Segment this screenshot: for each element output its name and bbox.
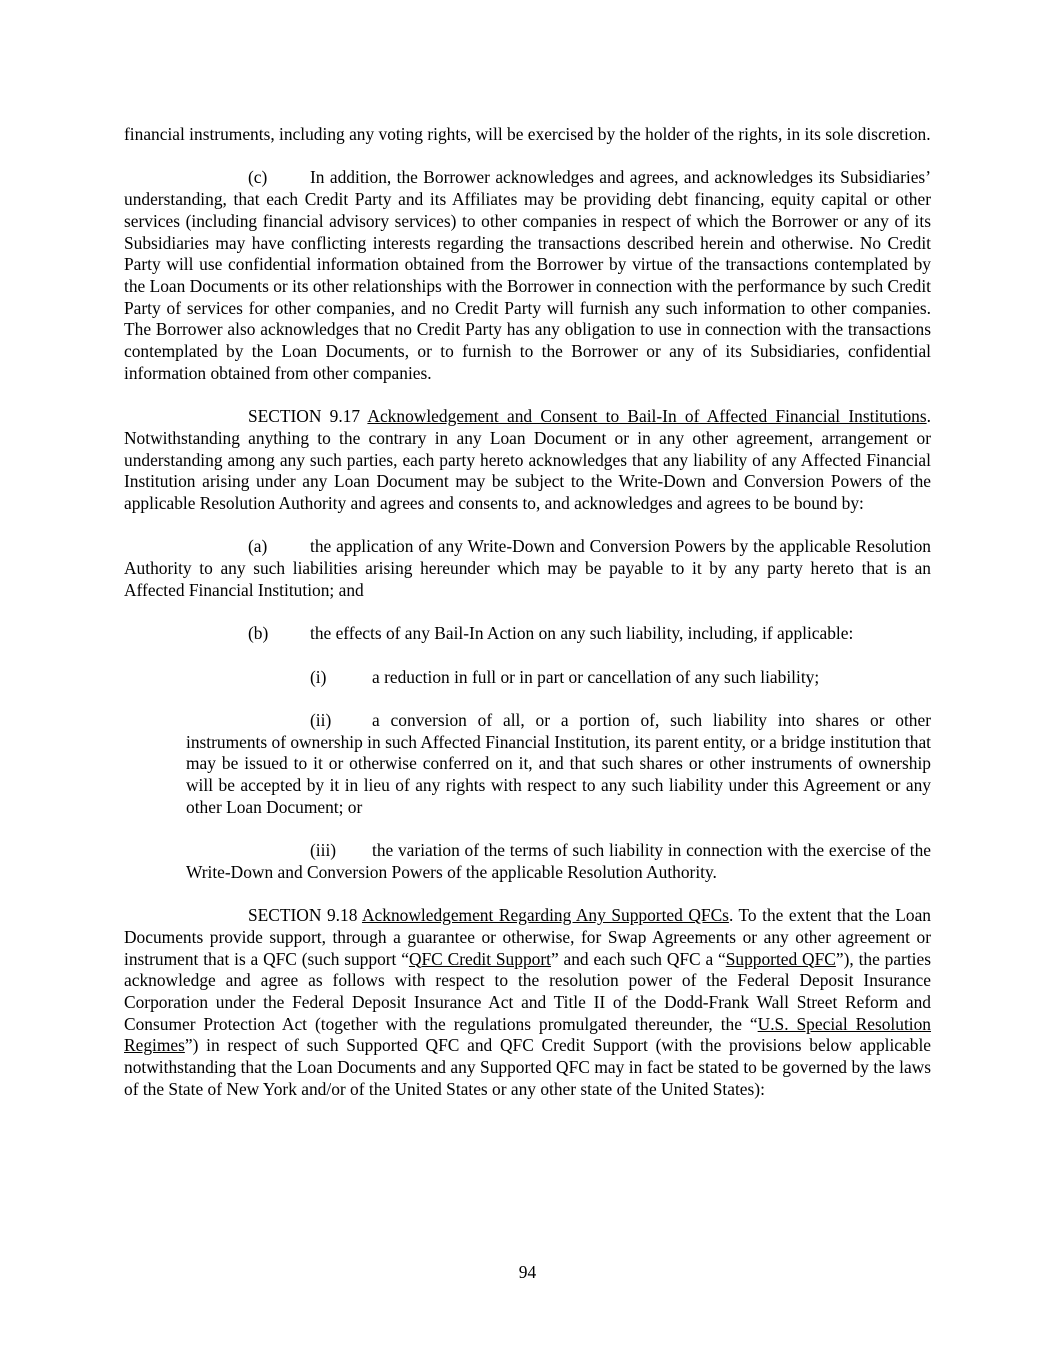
- paragraph-text: ”) in respect of such Supported QFC and QFC Credit Support (with the provisions below applicable notwithstanding that the Loan Documents and any Supported QFC may in fact be stated to be governed by the laws of the State of New York and/or of the United States or any other state of the United States):: [124, 1035, 931, 1099]
- clause-label: (c): [248, 167, 268, 188]
- paragraph-ii: [186, 710, 931, 819]
- paragraph-text: the variation of the terms of such liability in connection with the exercise of the Write-Down and Conversion Powers of the applicable Resolution Authority.: [186, 840, 931, 882]
- paragraph-iii: [186, 840, 931, 883]
- defined-term: QFC Credit Support: [408, 948, 551, 969]
- section-9-17: [124, 406, 931, 515]
- section-heading: Acknowledgement Regarding Any Supported QFCs: [361, 905, 729, 926]
- page-number: 94: [518, 1262, 537, 1282]
- paragraph-text: the application of any Write-Down and Conversion Powers by the applicable Resolution Authority to any such liabilities arising hereunder which may be payable to it by any party hereto that is an Affected Financial Institution; and: [124, 536, 931, 600]
- paragraph-text: ”), the parties acknowledge and agree as follows with respect to the resolution power of the Federal Deposit Insurance Corporation under the Federal Deposit Insurance Act and Title II of the Dodd-Frank Wall Street Reform and Consumer Protection Act (together with the regulations promulgated thereunder, the “: [124, 948, 931, 1034]
- section-number: SECTION 9.18: [248, 905, 358, 926]
- paragraph-text: . To the extent that the Loan Documents provide support, through a guarantee or otherwise, for Swap Agreements or any other agreement or instrument that is a QFC (such support “: [124, 905, 932, 969]
- paragraph-text: In addition, the Borrower acknowledges and agrees, and acknowledges its Subsidiaries’ understanding, that each Credit Party and its Affiliates may be providing debt financing, equity capital or other services (including financial advisory services) to other companies in respect of which the Borrower or any of its Subsidiaries may have conflicting interests regarding the transactions described herein and otherwise. No Credit Party will use confidential information obtained from the Borrower by virtue of the transactions contemplated by the Loan Documents or its other relationships with the Borrower in connection with the performance by such Credit Party of services for other companies, and no Credit Party will furnish any such information to other companies. The Borrower also acknowledges that no Credit Party has any obligation to use in connection with the transactions contemplated by the Loan Documents, or to furnish to the Borrower or any of its Subsidiaries, confidential information obtained from other companies.: [124, 167, 932, 383]
- section-heading: Acknowledgement and Consent to Bail-In of Affected Financial Institutions: [367, 406, 927, 427]
- clause-label: (b): [248, 623, 269, 644]
- clause-label: (iii): [310, 840, 337, 861]
- paragraph-a: [124, 536, 931, 601]
- paragraph-text: . Notwithstanding anything to the contrary in any Loan Document or in any other agreement, arrangement or understanding among any such parties, each party hereto acknowledges that any liability of any Affected Financial Institution arising under any Loan Document may be subject to the Write-Down and Conversion Powers of the applicable Resolution Authority and agrees and consents to, and acknowledges and agrees to be bound by:: [124, 406, 931, 513]
- paragraph-text: a conversion of all, or a portion of, such liability into shares or other instruments of ownership in such Affected Financial Institution, its parent entity, or a bridge institution that may be issued to it or otherwise conferred on it, and that such shares or other instruments of ownership will be accepted by it in lieu of any rights with respect to any such liability under this Agreement or any other Loan Document; or: [186, 709, 931, 817]
- defined-term: Supported QFC: [725, 948, 836, 969]
- clause-label: (a): [248, 536, 268, 557]
- paragraph-b: [124, 623, 931, 645]
- paragraph-continuation: [124, 124, 931, 146]
- clause-label: (ii): [310, 709, 332, 730]
- paragraph-text: a reduction in full or in part or cancellation of any such liability;: [372, 666, 820, 687]
- paragraph-text: the effects of any Bail-In Action on any such liability, including, if applicable:: [310, 623, 854, 644]
- paragraph-text: ” and each such QFC a “: [550, 948, 726, 969]
- paragraph-i: [124, 667, 931, 689]
- paragraph-text: financial instruments, including any voting rights, will be exercised by the holder of the rights, in its sole discretion.: [124, 124, 931, 144]
- section-9-18: [124, 905, 931, 1100]
- defined-term: U.S. Special Resolution Regimes: [124, 1013, 932, 1056]
- paragraph-c: [124, 167, 931, 384]
- clause-label: (i): [310, 666, 327, 687]
- document-page: [124, 124, 931, 1122]
- section-number: SECTION 9.17: [248, 406, 361, 427]
